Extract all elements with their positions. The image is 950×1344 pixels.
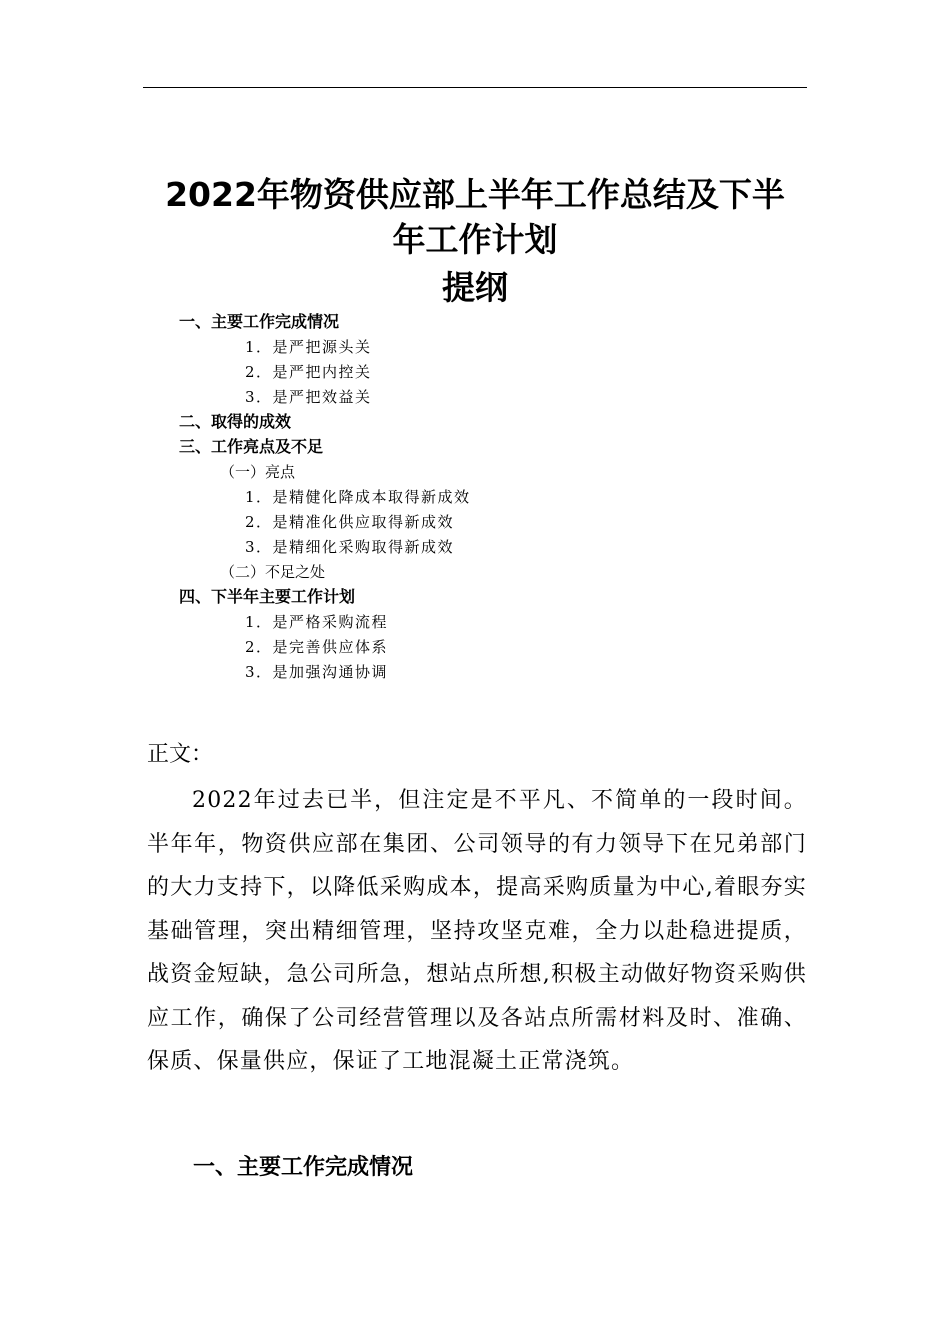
outline-item: 1．是严把源头关 [245, 338, 372, 356]
outline-item: 三、工作亮点及不足 [179, 437, 324, 456]
document-title-outline: 提纲 [442, 268, 508, 307]
outline-item: 2．是完善供应体系 [245, 638, 389, 656]
outline-item: 1．是精健化降成本取得新成效 [245, 488, 471, 506]
outline-item: 一、主要工作完成情况 [179, 312, 340, 331]
outline-item: （二）不足之处 [220, 563, 326, 581]
outline-item: 1．是严格采购流程 [245, 613, 389, 631]
header-rule [143, 87, 807, 88]
outline-item: 2．是严把内控关 [245, 363, 372, 381]
outline-item: 二、取得的成效 [179, 412, 292, 431]
outline-item: 3．是精细化采购取得新成效 [245, 538, 455, 556]
outline-item: 四、下半年主要工作计划 [179, 587, 356, 606]
body-paragraph: 2022年过去已半，但注定是不平凡、不简单的一段时间。半年年，物资供应部在集团、公司领导的有力领导下在兄弟部门的大力支持下，以降低采购成本，提高采购质量为中心,着眼夯实基础管理，突出精细管理，坚持攻坚克难，全力以赴稳进提质，战资金短缺，急公司所急，想站点所想,积极主动做好物资采购供应工作，确保了公司经营管理以及各站点所需材料及时、准确、保质、保量供应，保证了工地混凝土正常浇筑。 [147, 788, 807, 1074]
document-title-line-1: 2022年物资供应部上半年工作总结及下半 [165, 175, 785, 214]
outline-item: 2．是精准化供应取得新成效 [245, 513, 455, 531]
outline-item: 3．是加强沟通协调 [245, 663, 389, 681]
document-title-line-2: 年工作计划 [392, 220, 558, 259]
section-heading: 一、主要工作完成情况 [193, 1155, 414, 1180]
body-label: 正文： [147, 742, 214, 767]
outline-item: （一）亮点 [220, 463, 296, 481]
outline-item: 3．是严把效益关 [245, 388, 372, 406]
